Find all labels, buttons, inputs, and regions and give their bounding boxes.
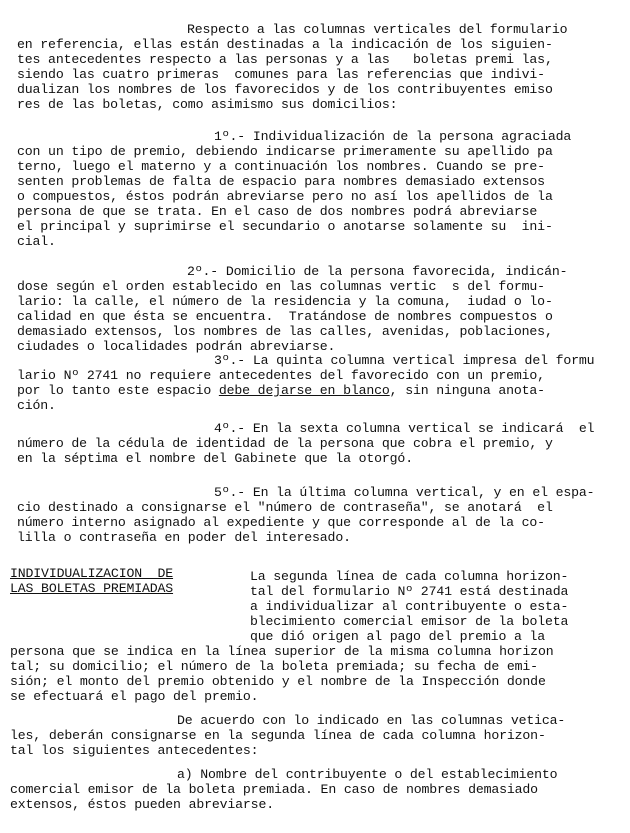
item3-line: 3º.- La quinta columna vertical impresa del formu (214, 353, 595, 368)
section-right-line: blecimiento comercial emisor de la boleta (250, 614, 569, 629)
item3-text: , sin ninguna anota- (389, 383, 545, 398)
item1-line: cial. (17, 234, 56, 249)
item5-line: número interno asignado al expediente y que corresponde al de la co- (17, 515, 545, 530)
item2-line: ciudades o localidades podrán abreviarse. (17, 339, 336, 354)
item3-line: ción. (17, 398, 56, 413)
item2-line: dose según el orden establecido en las columnas vertic s del formu- (17, 279, 545, 294)
item3-text: por lo tanto este espacio (17, 383, 219, 398)
item1-line: o compuestos, éstos podrán abreviarse pero no así los apellidos de la (17, 189, 553, 204)
intro-line: siendo las cuatro primeras comunes para las referencias que indivi- (17, 67, 545, 82)
item4-line: número de la cédula de identidad de la persona que cobra el premio, y (17, 436, 553, 451)
section-right-line: que dió origen al pago del premio a la (250, 629, 546, 644)
item3-emphasis: debe dejarse en blanco (218, 383, 390, 398)
section-cont-line: sión; el monto del premio obtenido y el nombre de la Inspección donde (10, 674, 546, 689)
section-heading: LAS BOLETAS PREMIADAS (10, 581, 174, 596)
para2-line: tal los siguientes antecedentes: (10, 743, 259, 758)
item-a-line: extensos, éstos pueden abreviarse. (10, 797, 274, 812)
item1-line: con un tipo de premio, debiendo indicarse primeramente su apellido pa (17, 144, 553, 159)
item1-line: terno, luego el materno y a continuación los nombres. Cuando se pre- (17, 159, 545, 174)
intro-line: tes antecedentes respecto a las personas y a las boletas premi las, (17, 52, 553, 67)
item5-line: cio destinado a consignarse el "número de contraseña", se anotará el (17, 500, 553, 515)
section-cont-line: se efectuará el pago del premio. (10, 689, 259, 704)
item2-line: 2º.- Domicilio de la persona favorecida, indicán- (187, 264, 568, 279)
item3-line (17, 383, 545, 398)
item2-line: demasiado extensos, los nombres de las calles, avenidas, poblaciones, (17, 324, 553, 339)
item2-line: lario: la calle, el número de la residencia y la comuna, iudad o lo- (17, 294, 553, 309)
section-heading: INDIVIDUALIZACION DE (10, 566, 174, 581)
section-cont-line: tal; su domicilio; el número de la boleta premiada; su fecha de emi- (10, 659, 538, 674)
item2-line: calidad en que ésta se encuentra. Tratándose de nombres compuestos o (17, 309, 553, 324)
para2-line: De acuerdo con lo indicado en las columnas vetica- (177, 713, 566, 728)
section-right-line: tal del formulario Nº 2741 está destinada (250, 584, 569, 599)
intro-line: res de las boletas, como asimismo sus domicilios: (17, 97, 398, 112)
intro-line: en referencia, ellas están destinadas a la indicación de los siguien- (17, 37, 553, 52)
item4-line: en la séptima el nombre del Gabinete que la otorgó. (17, 451, 413, 466)
item1-line: senten problemas de falta de espacio para nombres demasiado extensos (17, 174, 545, 189)
item5-line: 5º.- En la última columna vertical, y en el espa- (214, 485, 595, 500)
item1-line: 1º.- Individualización de la persona agraciada (214, 129, 572, 144)
section-right-line: La segunda línea de cada columna horizon- (250, 569, 569, 584)
para2-line: les, deberán consignarse en la segunda línea de cada columna horizon- (10, 728, 546, 743)
item5-line: lilla o contraseña en poder del interesado. (17, 530, 351, 545)
item3-line: lario Nº 2741 no requiere antecedentes del favorecido con un premio, (17, 368, 545, 383)
section-right-line: a individualizar al contribuyente o esta- (250, 599, 569, 614)
intro-line: dualizan los nombres de los favorecidos y de los contribuyentes emiso (17, 82, 553, 97)
intro-line: Respecto a las columnas verticales del formulario (187, 22, 568, 37)
item1-line: el principal y suprimirse el secundario o anotarse solamente su ini- (17, 219, 553, 234)
item4-line: 4º.- En la sexta columna vertical se indicará el (214, 421, 595, 436)
item-a-line: a) Nombre del contribuyente o del establecimiento (177, 767, 558, 782)
section-cont-line: persona que se indica en la línea superior de la misma columna horizon (10, 644, 554, 659)
item1-line: persona de que se trata. En el caso de dos nombres podrá abreviarse (17, 204, 538, 219)
item-a-line: comercial emisor de la boleta premiada. En caso de nombres demasiado (10, 782, 538, 797)
